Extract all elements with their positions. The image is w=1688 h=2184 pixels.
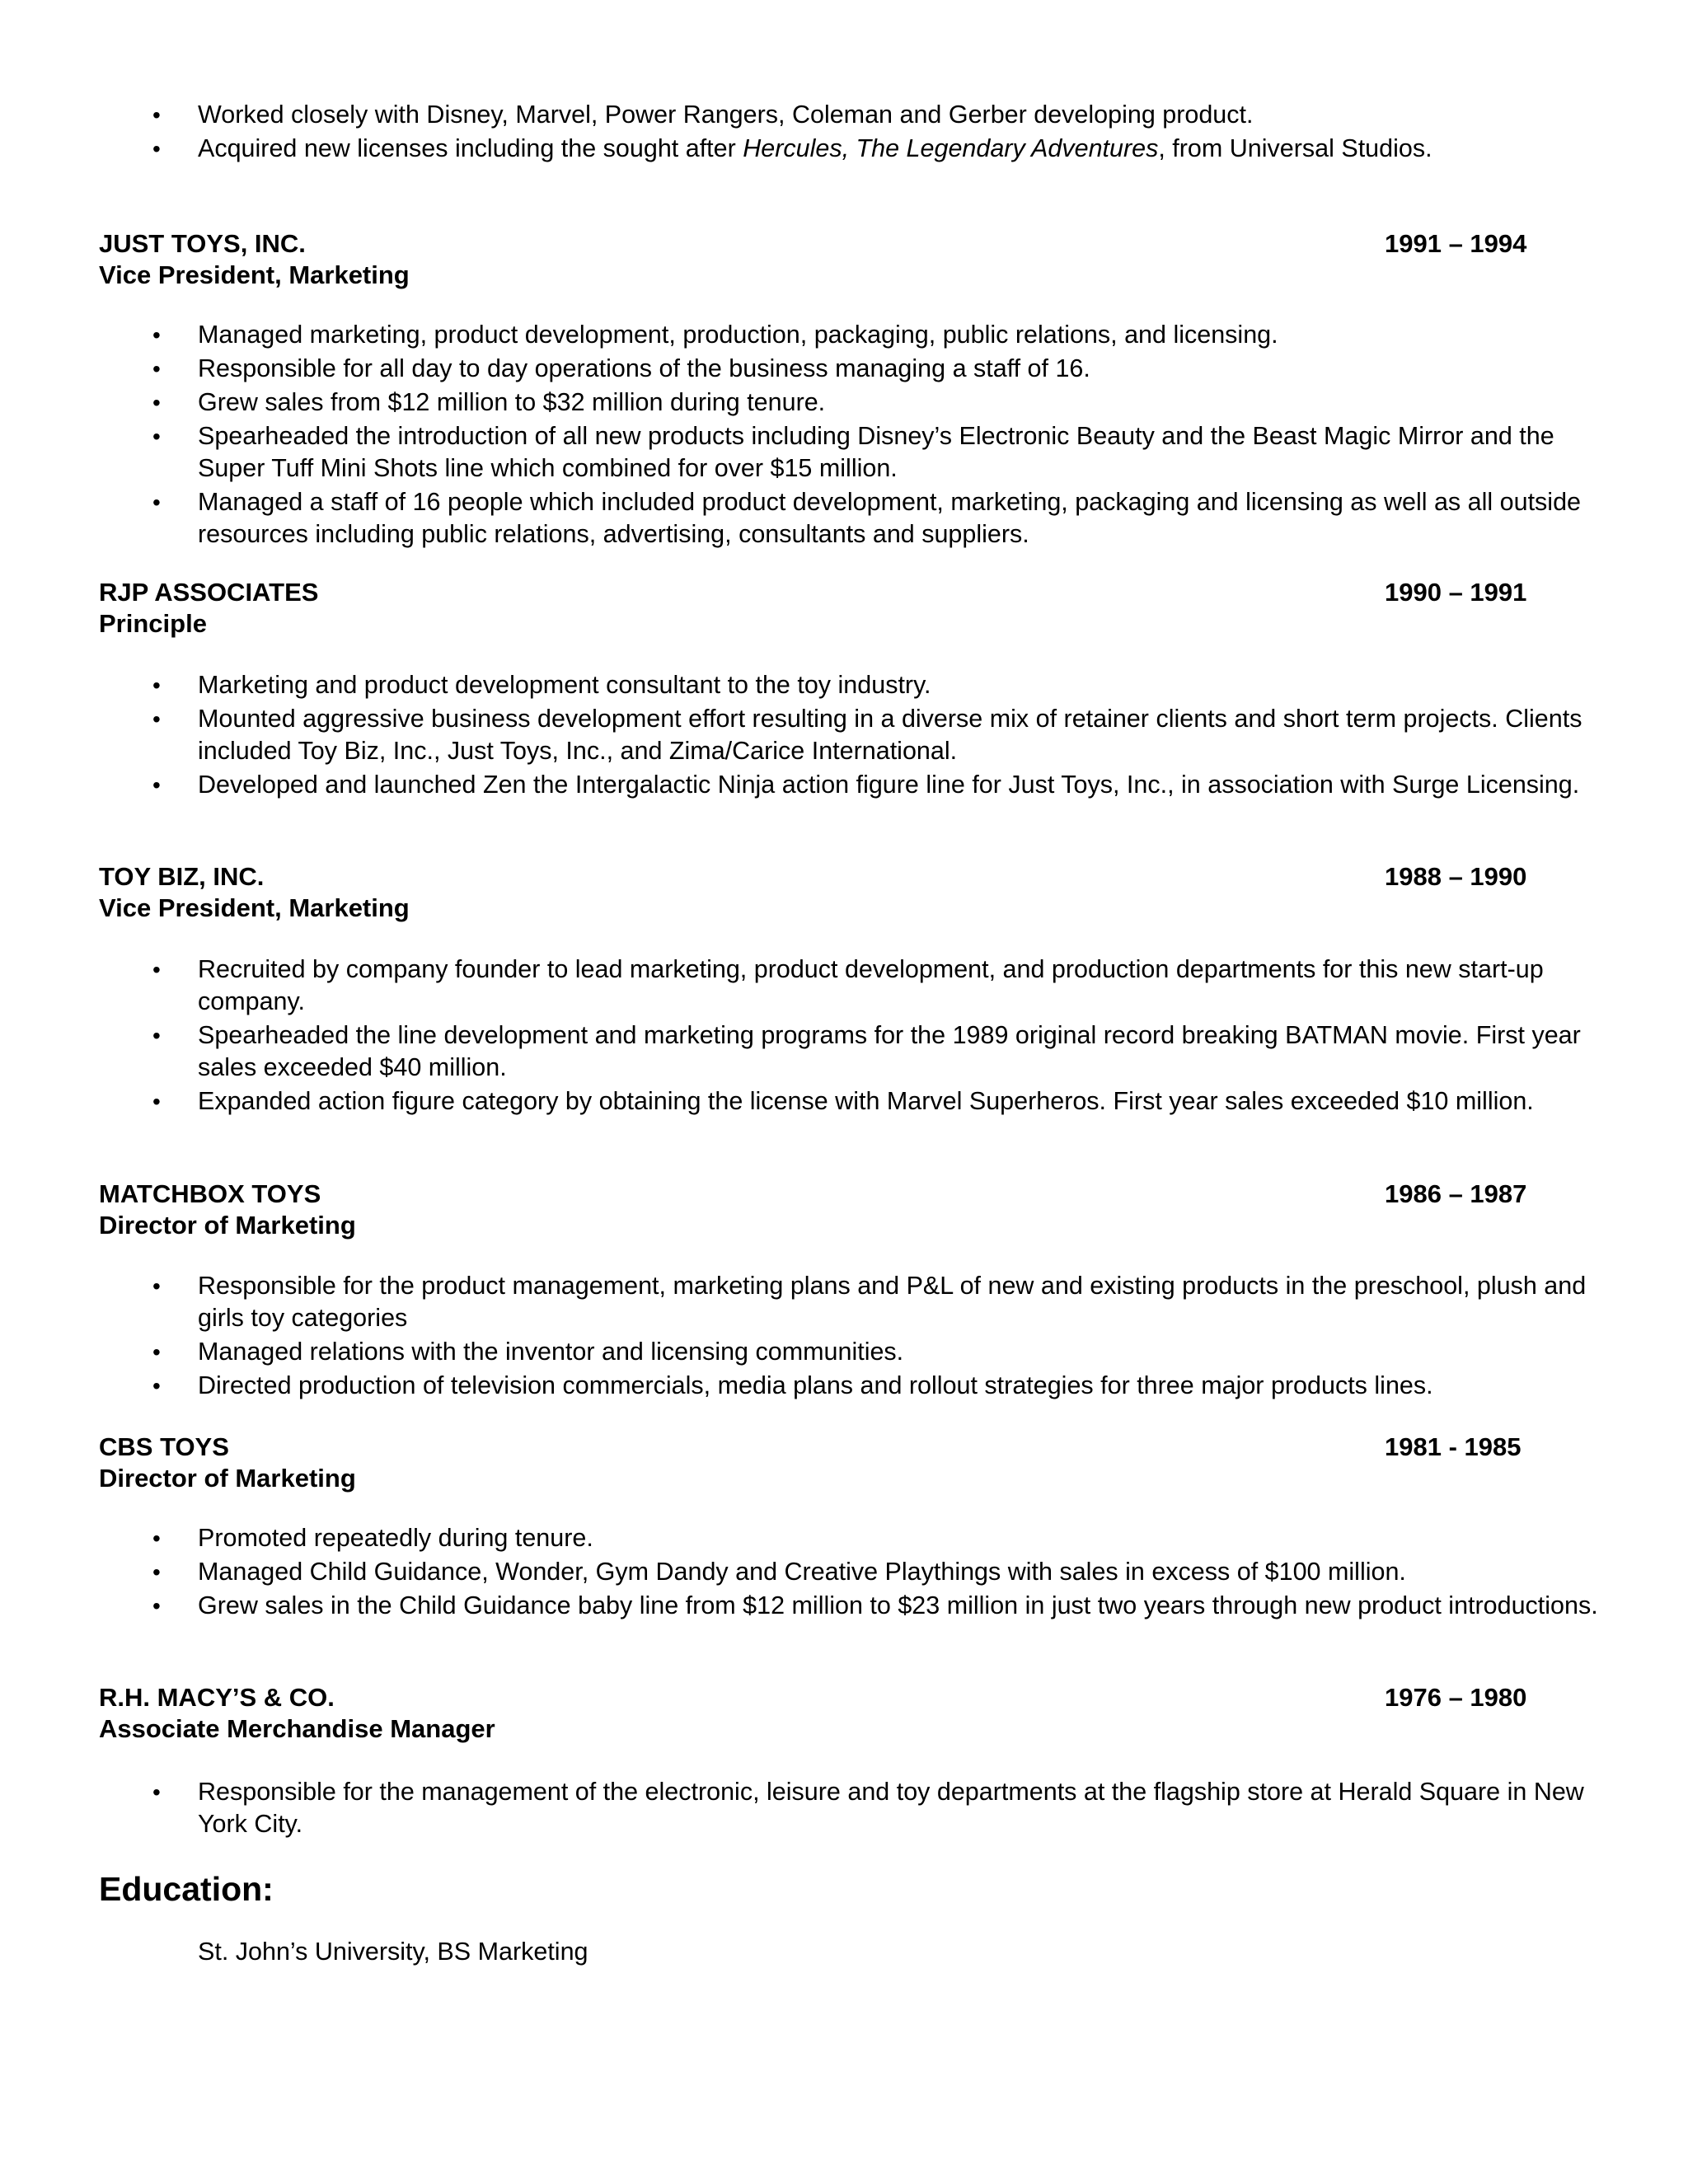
job-title: Director of Marketing xyxy=(99,1211,356,1240)
bullet-text: Managed a staff of 16 people which included product development, marketing, packaging and licensing as well as all outside resources including public relations, advertising, consultants and suppliers. xyxy=(198,488,1581,548)
bullet-text: Responsible for all day to day operations of the business managing a staff of 16. xyxy=(198,354,1090,382)
bullet-text: Promoted repeatedly during tenure. xyxy=(198,1524,593,1552)
bullet-icon: • xyxy=(152,1593,161,1619)
bullet-icon: • xyxy=(152,1373,161,1399)
job-header xyxy=(99,1179,1533,1241)
bullet-item xyxy=(0,1522,1615,1554)
bullet-item xyxy=(0,669,1615,701)
bullet-item xyxy=(0,353,1615,385)
bullet-text: Mounted aggressive business development effort resulting in a diverse mix of retainer clients and short term projects. Clients included Toy Biz, Inc., Just Toys, Inc., and Zima/Carice International. xyxy=(198,705,1582,765)
bullet-icon: • xyxy=(152,390,161,415)
job-company: MATCHBOX TOYS xyxy=(99,1179,321,1208)
bullet-text: Marketing and product development consultant to the toy industry. xyxy=(198,671,931,699)
job-title: Director of Marketing xyxy=(99,1464,356,1493)
bullet-text: Acquired new licenses including the sought after Hercules, The Legendary Adventures, from Universal Studios. xyxy=(198,134,1432,162)
bullet-icon: • xyxy=(152,490,161,515)
job-header xyxy=(99,1682,1533,1745)
job-bullets xyxy=(0,1270,1615,1404)
bullet-text: Managed marketing, product development, production, packaging, public relations, and licensing. xyxy=(198,321,1278,349)
bullet-text: Managed Child Guidance, Wonder, Gym Dandy and Creative Playthings with sales in excess of $100 million. xyxy=(198,1558,1406,1586)
bullet-item xyxy=(0,703,1615,767)
bullet-text: Spearheaded the line development and marketing programs for the 1989 original record breaking BATMAN movie. First year sales exceeded $40 million. xyxy=(198,1021,1581,1081)
bullet-icon: • xyxy=(152,1023,161,1048)
bullet-item xyxy=(0,954,1615,1018)
bullet-text: Spearheaded the introduction of all new products including Disney’s Electronic Beauty and the Beast Magic Mirror and the Super Tuff Mini Shots line which combined for over $15 million. xyxy=(198,422,1554,482)
bullet-icon: • xyxy=(152,1559,161,1585)
job-years: 1991 – 1994 xyxy=(1385,229,1527,258)
job-company: JUST TOYS, INC. xyxy=(99,229,306,258)
job-company: CBS TOYS xyxy=(99,1432,229,1461)
job-bullets xyxy=(0,1522,1615,1624)
job-header xyxy=(99,861,1533,924)
education-heading: Education: xyxy=(99,1870,274,1908)
job-years: 1976 – 1980 xyxy=(1385,1683,1527,1712)
education-entry: St. John’s University, BS Marketing xyxy=(198,1938,588,1966)
bullet-text: Grew sales in the Child Guidance baby line from $12 million to $23 million in just two years through new product introductions. xyxy=(198,1591,1598,1619)
bullet-text: Responsible for the management of the electronic, leisure and toy departments at the flagship store at Herald Square in New York City. xyxy=(198,1778,1584,1838)
job-header xyxy=(99,228,1533,291)
bullet-item xyxy=(0,387,1615,419)
bullet-icon: • xyxy=(152,772,161,798)
bullet-item xyxy=(0,1556,1615,1588)
bullet-icon: • xyxy=(152,1526,161,1551)
bullet-item xyxy=(0,1270,1615,1334)
bullet-text: Directed production of television commercials, media plans and rollout strategies for three major products lines. xyxy=(198,1371,1433,1399)
job-company: TOY BIZ, INC. xyxy=(99,862,265,891)
job-title: Vice President, Marketing xyxy=(99,893,410,922)
bullet-icon: • xyxy=(152,1273,161,1299)
bullet-icon: • xyxy=(152,322,161,348)
bullet-item xyxy=(0,486,1615,551)
bullet-icon: • xyxy=(152,1089,161,1114)
bullet-icon: • xyxy=(152,957,161,982)
job-header xyxy=(99,577,1533,640)
job-years: 1981 - 1985 xyxy=(1385,1432,1522,1461)
job-title: Principle xyxy=(99,609,207,638)
bullet-text: Recruited by company founder to lead marketing, product development, and production departments for this new start-up company. xyxy=(198,955,1544,1015)
bullet-item xyxy=(0,1590,1615,1622)
bullet-item xyxy=(0,1776,1615,1840)
bullet-text: Responsible for the product management, marketing plans and P&L of new and existing products in the preschool, plush and girls toy categories xyxy=(198,1272,1587,1332)
bullet-text: Expanded action figure category by obtaining the license with Marvel Superheros. First year sales exceeded $10 million. xyxy=(198,1087,1534,1115)
bullet-icon: • xyxy=(152,424,161,449)
bullet-item xyxy=(0,133,1615,165)
bullet-icon: • xyxy=(152,1339,161,1365)
italic-title: Hercules, The Legendary Adventures xyxy=(743,134,1159,162)
bullet-item xyxy=(0,1019,1615,1084)
bullet-icon: • xyxy=(152,706,161,732)
job-header xyxy=(99,1432,1533,1494)
job-bullets xyxy=(0,669,1615,803)
job-company: RJP ASSOCIATES xyxy=(99,578,319,607)
intro-bullets xyxy=(0,99,1615,166)
job-years: 1986 – 1987 xyxy=(1385,1179,1527,1208)
bullet-item xyxy=(0,1336,1615,1368)
job-bullets xyxy=(0,1776,1615,1842)
job-title: Vice President, Marketing xyxy=(99,260,410,289)
bullet-text: Developed and launched Zen the Intergalactic Ninja action figure line for Just Toys, Inc., in association with Surge Licensing. xyxy=(198,771,1580,799)
bullet-item xyxy=(0,769,1615,801)
bullet-item xyxy=(0,1085,1615,1118)
job-years: 1990 – 1991 xyxy=(1385,578,1527,607)
bullet-text: Managed relations with the inventor and licensing communities. xyxy=(198,1338,904,1366)
bullet-icon: • xyxy=(152,102,161,128)
job-company: R.H. MACY’S & CO. xyxy=(99,1683,335,1712)
bullet-item xyxy=(0,319,1615,351)
job-years: 1988 – 1990 xyxy=(1385,862,1527,891)
bullet-icon: • xyxy=(152,673,161,698)
job-bullets xyxy=(0,319,1615,552)
bullet-icon: • xyxy=(152,356,161,382)
bullet-text: Grew sales from $12 million to $32 million during tenure. xyxy=(198,388,826,416)
bullet-icon: • xyxy=(152,136,161,162)
bullet-item xyxy=(0,1370,1615,1402)
bullet-icon: • xyxy=(152,1779,161,1805)
bullet-text: Worked closely with Disney, Marvel, Power Rangers, Coleman and Gerber developing product. xyxy=(198,101,1254,129)
bullet-item xyxy=(0,420,1615,485)
bullet-item xyxy=(0,99,1615,131)
job-bullets xyxy=(0,954,1615,1119)
job-title: Associate Merchandise Manager xyxy=(99,1714,495,1743)
